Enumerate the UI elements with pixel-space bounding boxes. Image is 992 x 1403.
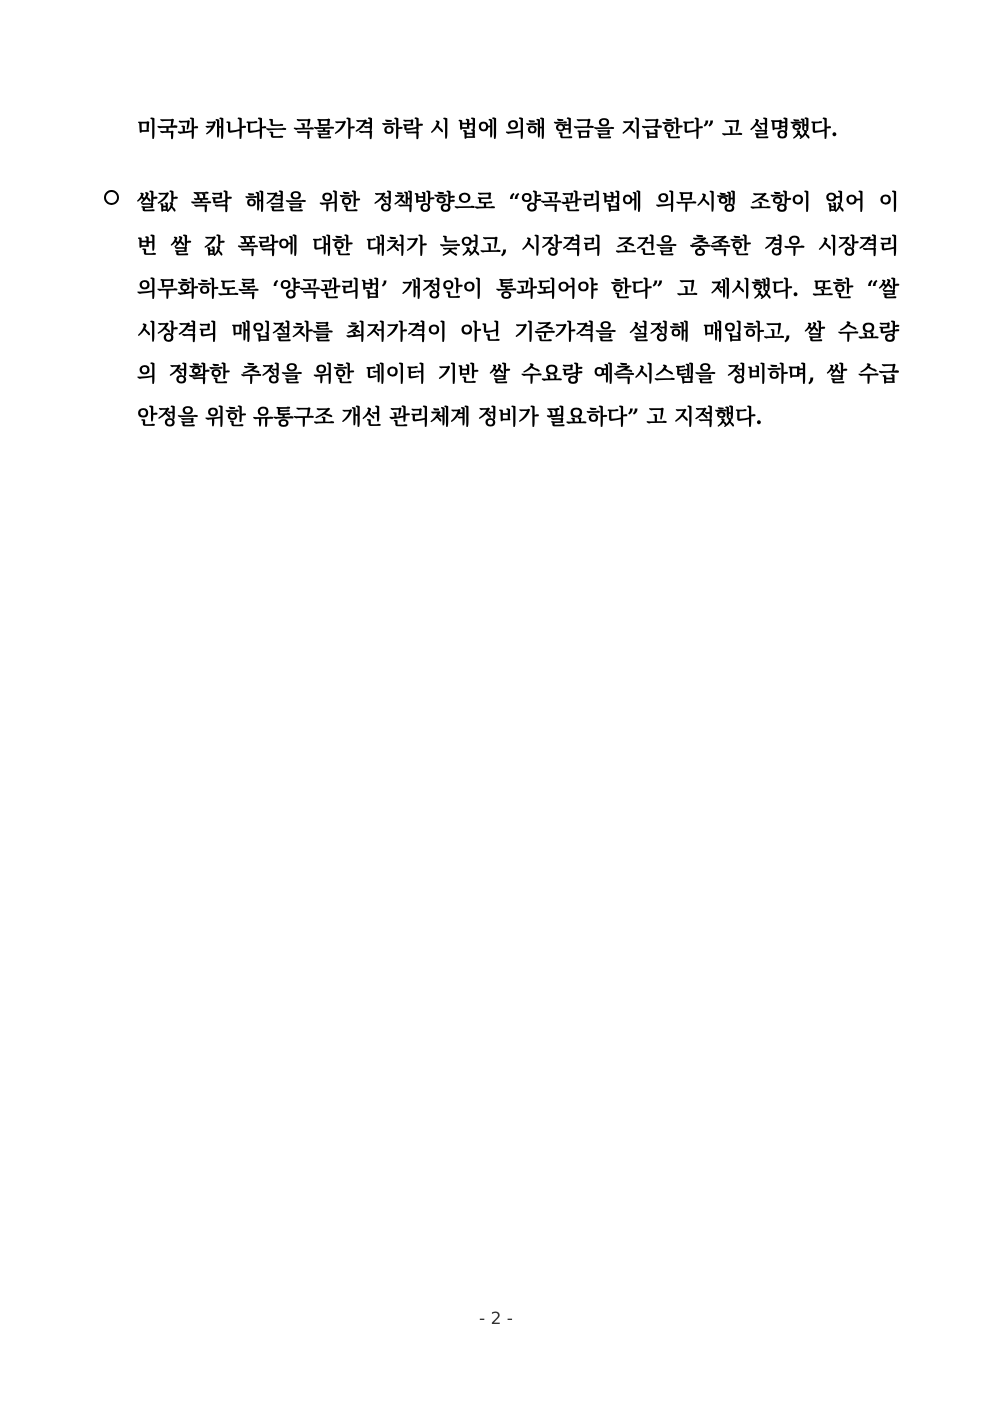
paragraph-bullet-line-1: 쌀값 폭락 해결을 위한 정책방향으로 “양곡관리법에 의무시행 조항이 없어 이 bbox=[137, 189, 899, 214]
paragraph-bullet-line-4: 시장격리 매입절차를 최저가격이 아닌 기준가격을 설정해 매입하고, 쌀 수요량 bbox=[137, 319, 899, 344]
paragraph-bullet-line-3: 의무화하도록 ‘양곡관리법’ 개정안이 통과되어야 한다” 고 제시했다. 또한 “쌀 bbox=[137, 276, 899, 301]
paragraph-bullet-line-6: 안정을 위한 유통구조 개선 관리체계 정비가 필요하다” 고 지적했다. bbox=[137, 404, 763, 429]
paragraph-prev-line-1: 미국과 캐나다는 곡물가격 하락 시 법에 의해 현금을 지급한다” 고 설명했다. bbox=[137, 116, 839, 141]
page-number: - 2 - bbox=[479, 1309, 513, 1329]
paragraph-bullet-line-5: 의 정확한 추정을 위한 데이터 기반 쌀 수요량 예측시스템을 정비하며, 쌀 수급 bbox=[137, 361, 899, 386]
bullet-circle-icon bbox=[104, 190, 119, 205]
paragraph-bullet-line-2: 번 쌀 값 폭락에 대한 대처가 늦었고, 시장격리 조건을 충족한 경우 시장격리 bbox=[137, 233, 899, 258]
